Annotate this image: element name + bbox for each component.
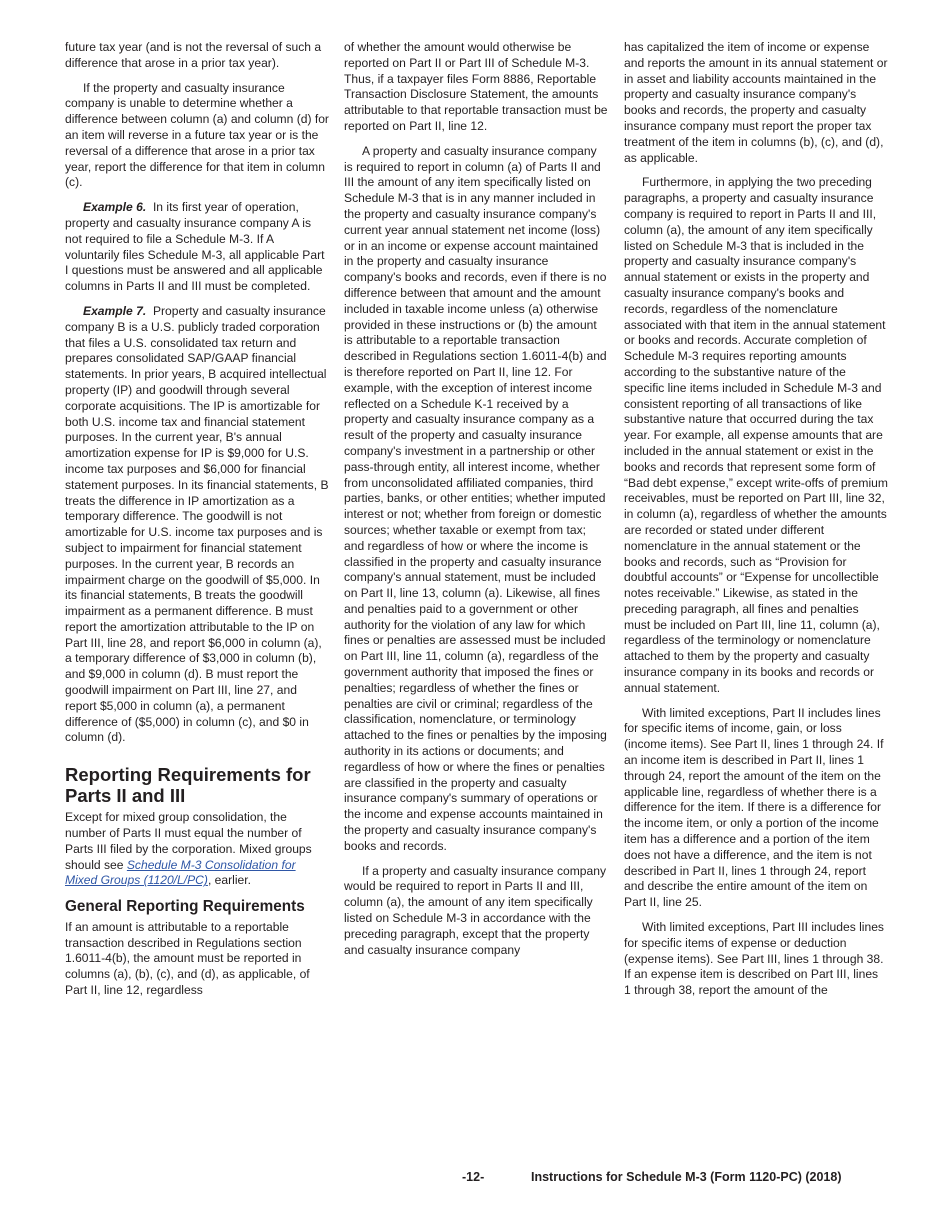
- mixed-groups-link[interactable]: Schedule M-3 Consolidation for Mixed Groups (1120/L/PC): [65, 857, 296, 888]
- column-1: [65, 40, 329, 1008]
- mixed-text: Except for mixed group consolidation, the number of Parts II must equal the number of Parts III filed by the corporation. Mixed groups should see: [65, 810, 312, 872]
- paragraph: of whether the amount would otherwise be reported on Part II or Part III of Schedule M-3. Thus, if a taxpayer files Form 8886, Reportable Transaction Disclosure Statement, the amounts attributable to that reportable transaction must be reported on Part II, line 12.: [344, 40, 608, 133]
- column-3: [624, 40, 888, 1008]
- page-number: -12-: [462, 1170, 485, 1184]
- example-6-text: In its first year of operation, property and casualty insurance company A is not required to file a Schedule M-3. If A voluntarily files Schedule M-3, all applicable Part I questions must be answered and all applicable columns in Parts II and III must be completed.: [65, 200, 325, 294]
- example-7-text: Property and casualty insurance company B is a U.S. publicly traded corporation that files a U.S. consolidated tax return and prepares consolidated SAP/GAAP financial statements. In prior years, B acquired intellectual property (IP) and goodwill through several corporate acquisitions. The IP is amortizable for both U.S. income tax and financial statement purposes. In the current year, B's annual amortization expense for IP is $9,000 for U.S. income tax purposes and $6,000 for financial statement purposes. In its financial statements, B treats the difference in IP amortization as a temporary difference. The goodwill is not amortizable for U.S. income tax purposes and is subject to impairment for financial statement purposes. In the current year, B records an impairment charge on the goodwill of $5,000. In its financial statements, B treats the goodwill impairment as a permanent difference. B must report the amortization attributable to the IP on Part III, line 28, and report $6,000 in column (a), a temporary difference of $3,000 in column (b), and $9,000 in column (d). B must report the goodwill impairment on Part III, line 27, and report $5,000 in column (a), a permanent difference of ($5,000) in column (c), and $0 in column (d).: [65, 303, 329, 745]
- column-2: [344, 40, 608, 967]
- mixed-group-paragraph: [65, 810, 329, 889]
- example-7-paragraph: [65, 304, 329, 746]
- paragraph: If an amount is attributable to a reportable transaction described in Regulations section 1.6011-4(b), the amount must be reported in columns (a), (b), (c), and (d), as applicable, of Part II, line 12, regardless: [65, 919, 310, 997]
- mixed-text-end: , earlier.: [207, 873, 251, 888]
- paragraph: future tax year (and is not the reversal of such a difference that arose in a prior tax year).: [65, 40, 322, 70]
- paragraph: If a property and casualty insurance company would be required to report in Parts II and III, column (a), the amount of any item specifically listed on Schedule M-3 in accordance with the preceding paragraph, except that the property and casualty insurance company: [344, 863, 607, 957]
- paragraph: If the property and casualty insurance company is unable to determine whether a difference between column (a) and column (d) for an item will reverse in a future tax year or is the reversal of a difference that arose in a prior tax year, report the difference for that item in column (c).: [65, 80, 329, 190]
- paragraph: With limited exceptions, Part III includes lines for specific items of expense or deduction (expense items). See Part III, lines 1 through 38. If an expense item is described on Part III, lines 1 through 38, report the amount of the: [624, 920, 884, 998]
- paragraph: has capitalized the item of income or expense and reports the amount in its annual statement or in asset and liability accounts maintained in the property and casualty insurance company's books and records, the property and casualty insurance company must report the proper tax treatment of the item in columns (b), (c), and (d), as applicable.: [624, 40, 888, 165]
- example-6-paragraph: [65, 200, 329, 295]
- subsection-heading: General Reporting Requirements: [65, 898, 305, 916]
- paragraph: A property and casualty insurance company is required to report in column (a) of Parts II and III the amount of any item specifically listed on Schedule M-3 that is in any manner included in the property and casualty insurance company's current year annual statement net income (loss) or in an income or expense account maintained in the property and casualty insurance company's books and records, even if there is no difference between that amount and the amount included in taxable income unless (a) otherwise provided in these instructions or (b) the amount is attributable to a reportable transaction described in Regulations section 1.6011-4(b) and is therefore reported on Part II, line 12. For example, with the exception of interest income reflected on a Schedule K-1 received by a property and casualty insurance company as a result of the property and casualty insurance company's investment in a partnership or other pass-through entity, all interest income, whether from unconsolidated affiliated companies, third parties, banks, or other entities; whether imputed interest or not; whether from foreign or domestic sources; whether taxable or exempt from tax; and regardless of how or where the income is classified in the property and casualty insurance company's annual statement, must be included on Part II, line 13, column (a). Likewise, all fines and penalties paid to a government or other authority for the violation of any law for which fines or penalties are assessed must be included on Part III, line 11, column (a), regardless of the government authority that imposed the fines or penalties; regardless of whether the fines or penalties are civil or criminal; regardless of the classification, nomenclature, or terminology attached to the fines or penalties by the imposing authority in its actions or documents; and regardless of how or where the fines or penalties are classified in the property and casualty insurance company's summary of operations or the income and expense accounts maintained in the property and casualty insurance company's books and records.: [344, 143, 607, 853]
- paragraph: With limited exceptions, Part II includes lines for specific items of income, gain, or loss (income items). See Part II, lines 1 through 24. If an income item is described in Part II, lines 1 through 24, report the amount of the item on the applicable line, regardless of whether there is a difference for the item. If there is a difference for the income item, or only a portion of the income item has a difference and a portion of the item does not have a difference, and the item is not described in Part II, lines 1 through 24, report and describe the entire amount of the item on Part II, line 25.: [624, 705, 884, 910]
- example-6-label: Example 6.: [83, 200, 147, 215]
- paragraph: Furthermore, in applying the two preceding paragraphs, a property and casualty insurance company is required to report in Parts II and III, column (a), the amount of any item specifically listed on Schedule M-3 that is included in the property and casualty insurance company's annual statement or exists in the property and casualty insurance company's books and records, regardless of the nomenclature associated with that item in the annual statement or books and records. Accurate completion of Schedule M-3 requires reporting amounts according to the substantive nature of the specific line items included in Schedule M-3 and consistent reporting of all transactions of like substantive nature that occurred during the tax year. For example, all expense amounts that are included in the annual statement or exist in the books and records that represent some form of “Bad debt expense,” except write-offs of premium receivables, must be reported on Part III, line 32, in column (a), regardless of whether the amounts are recorded or stated under different nomenclature in the annual statement or the books and records, such as “Provision for doubtful accounts” or “Expense for uncollectible notes receivable.” Likewise, as stated in the preceding paragraph, all fines and penalties must be included on Part III, line 11, column (a), regardless of the terminology or nomenclature attached to them by the property and casualty insurance company in its books and records or annual statement.: [624, 175, 888, 695]
- document-title: Instructions for Schedule M-3 (Form 1120-PC) (2018): [531, 1170, 842, 1184]
- example-7-label: Example 7.: [83, 303, 147, 318]
- section-heading: Reporting Requirements for Parts II and III: [65, 764, 311, 807]
